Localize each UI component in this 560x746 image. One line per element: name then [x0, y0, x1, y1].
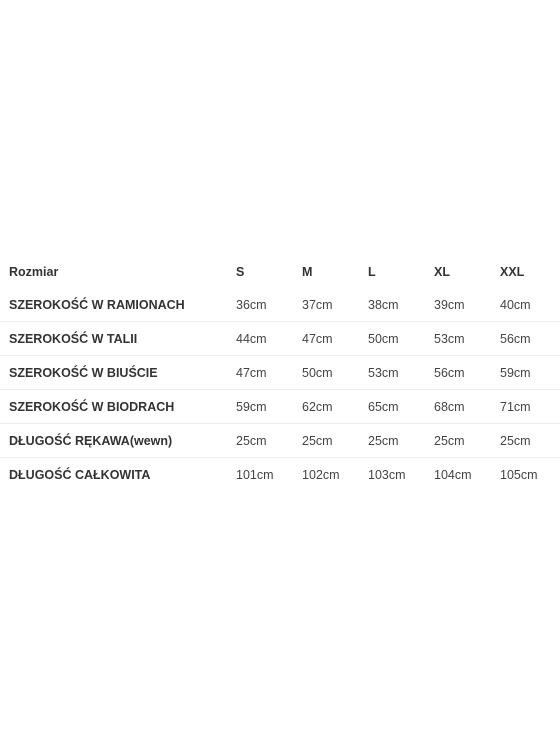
table-cell: 62cm [302, 390, 368, 424]
row-label: DŁUGOŚĆ CAŁKOWITA [0, 458, 236, 492]
header-size-m: M [302, 264, 313, 279]
row-label: SZEROKOŚĆ W RAMIONACH [9, 297, 185, 312]
table-cell: 37cm [302, 297, 333, 312]
table-cell: 40cm [500, 297, 531, 312]
table-cell: 38cm [368, 297, 399, 312]
header-size-l: L [368, 264, 376, 279]
table-cell: 36cm [236, 297, 267, 312]
table-cell: 65cm [368, 390, 434, 424]
table-cell: 25cm [368, 424, 434, 458]
table-row [0, 458, 560, 492]
row-label: SZEROKOŚĆ W BIODRACH [0, 390, 236, 424]
table-cell: 103cm [368, 458, 434, 492]
table-cell: 59cm [236, 390, 302, 424]
table-cell: 25cm [302, 424, 368, 458]
table-row [0, 356, 560, 390]
table-cell: 25cm [434, 424, 500, 458]
header-size-label: Rozmiar [9, 264, 59, 279]
table-cell: 102cm [302, 458, 368, 492]
table-cell: 50cm [302, 356, 368, 390]
table-row [0, 424, 560, 458]
table-cell: 25cm [500, 424, 560, 458]
table-row [0, 390, 560, 424]
table-cell: 68cm [434, 390, 500, 424]
table-cell: 25cm [236, 424, 302, 458]
table-cell: 104cm [434, 458, 500, 492]
table-cell: 39cm [434, 297, 465, 312]
size-chart-table [0, 255, 560, 491]
table-header-row [0, 255, 560, 288]
header-size-xl: XL [434, 264, 450, 279]
table-cell: 101cm [236, 458, 302, 492]
row-label: SZEROKOŚĆ W BIUŚCIE [0, 356, 236, 390]
table-cell: 59cm [500, 356, 560, 390]
header-size-xxl: XXL [500, 264, 525, 279]
table-row [0, 322, 560, 356]
row-label: SZEROKOŚĆ W TALII [0, 322, 236, 356]
table-row [0, 288, 560, 322]
table-cell: 47cm [302, 322, 368, 356]
table-cell: 50cm [368, 322, 434, 356]
table-cell: 56cm [500, 322, 560, 356]
table-cell: 53cm [434, 322, 500, 356]
table-cell: 71cm [500, 390, 560, 424]
table-cell: 53cm [368, 356, 434, 390]
table-cell: 47cm [236, 356, 302, 390]
table-cell: 105cm [500, 458, 560, 492]
table-cell: 56cm [434, 356, 500, 390]
header-size-s: S [236, 264, 245, 279]
table-cell: 44cm [236, 322, 302, 356]
row-label: DŁUGOŚĆ RĘKAWA(wewn) [0, 424, 236, 458]
